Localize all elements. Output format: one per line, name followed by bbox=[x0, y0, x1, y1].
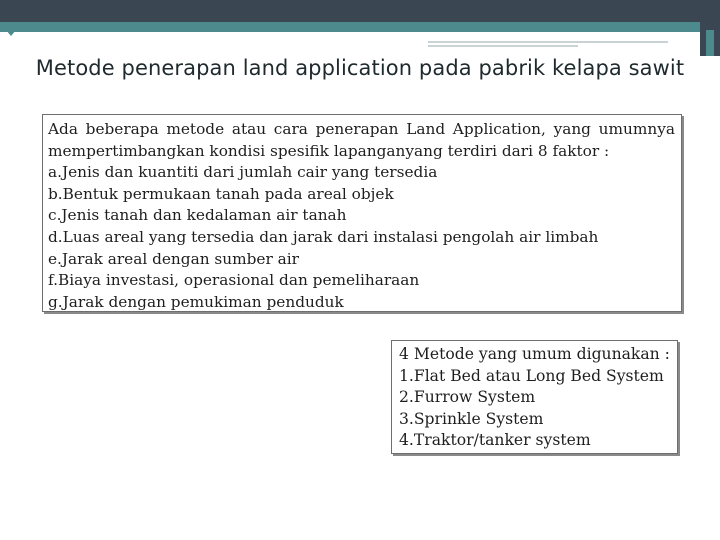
methods-text-box bbox=[391, 340, 678, 454]
method-item-1: 1.Flat Bed atau Long Bed System bbox=[399, 366, 664, 385]
intro-line-1: Ada beberapa metode atau cara penerapan Land Application, yang umumnya bbox=[48, 120, 675, 138]
factor-item-f: f.Biaya investasi, operasional dan pemeliharaan bbox=[48, 271, 420, 290]
intro-line-2: mempertimbangkan kondisi spesifik lapanganyang terdiri dari 8 faktor : bbox=[48, 141, 610, 160]
corner-notch-decoration bbox=[6, 30, 16, 36]
header-band-dark bbox=[0, 0, 720, 22]
method-item-3: 3.Sprinkle System bbox=[399, 409, 544, 428]
methods-heading: 4 Metode yang umum digunakan : bbox=[399, 345, 670, 363]
accent-line-long bbox=[428, 41, 668, 43]
method-item-2: 2.Furrow System bbox=[399, 388, 536, 407]
slide-title: Metode penerapan land application pada pabrik kelapa sawit bbox=[35, 56, 685, 80]
factors-text-box bbox=[42, 114, 682, 312]
factor-item-b: b.Bentuk permukaan tanah pada areal objek bbox=[48, 184, 394, 203]
header-band-teal bbox=[0, 22, 720, 32]
method-item-4: 4.Traktor/tanker system bbox=[399, 431, 591, 450]
factor-item-e: e.Jarak areal dengan sumber air bbox=[48, 249, 299, 268]
factor-item-g: g.Jarak dengan pemukiman penduduk bbox=[48, 292, 344, 311]
factor-item-a: a.Jenis dan kuantiti dari jumlah cair yang tersedia bbox=[48, 163, 438, 182]
factor-item-d: d.Luas areal yang tersedia dan jarak dari instalasi pengolah air limbah bbox=[48, 227, 599, 246]
right-edge-bar-accent bbox=[706, 30, 714, 56]
factor-item-c: c.Jenis tanah dan kedalaman air tanah bbox=[48, 206, 347, 225]
accent-line-short bbox=[428, 45, 578, 47]
